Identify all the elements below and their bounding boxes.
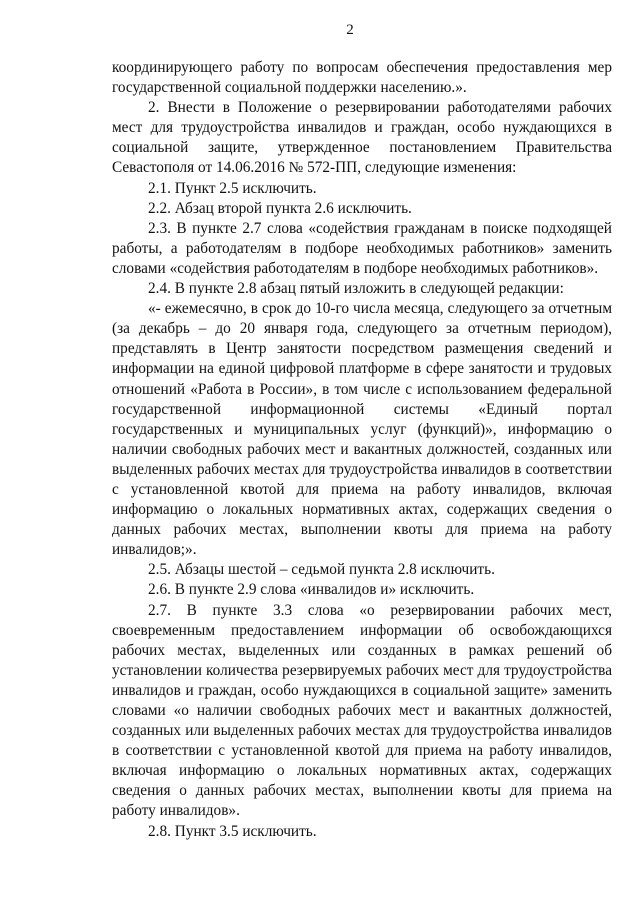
paragraph-item-2-6: 2.6. В пункте 2.9 слова «инвалидов и» исключить. bbox=[148, 581, 475, 599]
paragraph-quoted-edition: «- ежемесячно, в срок до 10-го числа месяца, следующего за отчетным (за декабрь – до 20 января года, следующего за отчетным периодом), представлять в Центр занятости посредством размещения сведений и информации на единой цифровой платформе в сфере занятости и трудовых отношений «Работа в России», в том числе с использованием федеральной государственной информационной системы «Единый портал государственных и муниципальных услуг (функций)», информацию о наличии свободных рабочих мест и вакантных должностей, созданных или выделенных рабочих местах для трудоустройства инвалидов в соответствии с установленной квотой для приема на работу инвалидов, включая информацию о локальных нормативных актах, содержащих сведения о данных рабочих местах, выполнении квоты для приема на работу инвалидов;». bbox=[112, 300, 612, 559]
page-number: 2 bbox=[346, 22, 354, 38]
paragraph-item-2-8: 2.8. Пункт 3.5 исключить. bbox=[148, 822, 317, 840]
paragraph-item-2-1: 2.1. Пункт 2.5 исключить. bbox=[148, 179, 317, 197]
paragraph-continuation: координирующего работу по вопросам обеспечения предоставления мер государственной социальной поддержки населению.». bbox=[112, 59, 612, 97]
paragraph-item-2-7: 2.7. В пункте 3.3 слова «о резервировании рабочих мест, своевременным предоставлением информации об освобождающихся рабочих местах, выделенных или созданных в рамках решений об установлении количества резервируемых рабочих мест для трудоустройства инвалидов и граждан, особо нуждающихся в социальной защите» заменить словами «о наличии свободных рабочих мест и вакантных должностей, созданных или выделенных рабочих местах для трудоустройства инвалидов в соответствии с установленной квотой для приема на работу инвалидов, включая информацию о локальных нормативных актах, содержащих сведения о данных рабочих местах, выполнении квоты для приема на работу инвалидов». bbox=[112, 601, 612, 820]
paragraph-item-2-4: 2.4. В пункте 2.8 абзац пятый изложить в следующей редакции: bbox=[148, 280, 564, 298]
paragraph-item-2-2: 2.2. Абзац второй пункта 2.6 исключить. bbox=[148, 199, 412, 217]
paragraph-item-2: 2. Внести в Положение о резервировании работодателями рабочих мест для трудоустройства инвалидов и граждан, особо нуждающихся в социальной защите, утвержденное постановлением Правительства Севастополя от 14.06.2016 № 572-ПП, следующие изменения: bbox=[112, 99, 612, 177]
paragraph-item-2-5: 2.5. Абзацы шестой – седьмой пункта 2.8 исключить. bbox=[148, 561, 495, 579]
paragraph-item-2-3: 2.3. В пункте 2.7 слова «содействия гражданам в поиске подходящей работы, а работодателям в подборе необходимых работников» заменить словами «содействия работодателям в подборе необходимых работников». bbox=[112, 219, 612, 277]
